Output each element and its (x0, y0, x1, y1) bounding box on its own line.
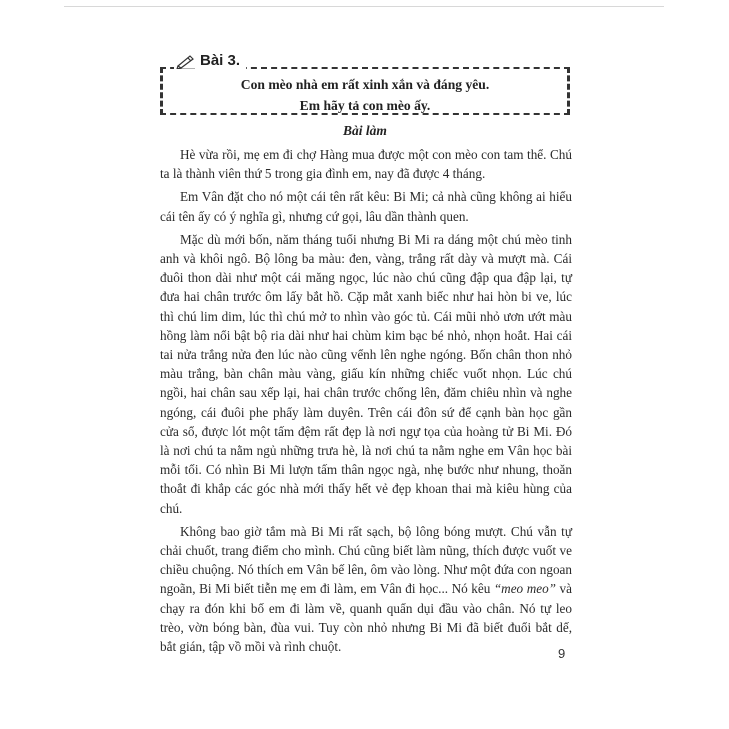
essay-text: và chạy ra đón khi bố em đi làm về, quanh quẩn dụi đầu vào chân. Nó tự leo trèo, vờn bóng bàn, đùa vui. Tuy còn nhỏ nhưng Bi Mi đã biết đuổi bắt dế, bắt gián, tập vồ mồi và rình chuột. (160, 581, 572, 655)
page-number: 9 (558, 646, 566, 661)
exercise-heading (174, 52, 246, 69)
essay-paragraph: Em Vân đặt cho nó một cái tên rất kêu: Bi Mi; cả nhà cũng không ai hiểu cái tên ấy có ý nghĩa gì, nhưng cứ gọi, lâu dần thành quen. (160, 189, 572, 224)
essay-paragraph: Mặc dù mới bốn, năm tháng tuổi nhưng Bi Mi ra dáng một chú mèo tinh anh và khôi ngô. Bộ lông ba màu: đen, vàng, trắng rất dày và mượt mà. Cái đuôi thon dài như một cái măng ngọc, lúc nào chú cũng đập qua đập lại, tự đưa hai chân trước ôm lấy bắt hồ. Cặp mắt xanh biếc như hai hòn bi ve, lúc thì chú lim dim, lúc thì chú mở to nhìn vào góc tủ. Cái mũi nhỏ ươn ướt màu hồng làm nổi bật bộ ria dài như hai chùm kim bạc bé nhỏ, nhọn hoắt. Hai cái tai nửa trắng nửa đen lúc nào cũng vểnh lên nghe ngóng. Bốn chân thon nhỏ màu trắng, bàn chân màu vàng, giấu kín những chiếc vuốt nhọn. Lúc chú ngồi, hai chân sau xếp lại, hai chân trước chống lên, đăm chiêu nhìn và nghe ngóng, cái đuôi phe phẩy làm duyên. Trên cái đôn sứ để cạnh bàn học gần cửa sổ, được lót một tấm đệm rất đẹp là nơi ngự tọa của hoàng tử Bi Mi. Đó là nơi chú ta nằm ngủ những trưa hè, là nơi chú ta nằm nghe em Vân học bài mỗi tối. Có nhìn Bi Mi lượn tấm thân ngọc ngà, nhẹ bước như nhung, thoăn thoắt đi khắp các góc nhà mới thấy hết vẻ đẹp khoan thai mà kiêu hùng của chú. (160, 231, 572, 516)
essay-body (160, 145, 572, 660)
essay-paragraph (160, 522, 572, 656)
essay-text: Không bao giờ tắm mà Bi Mi rất sạch, bộ lông bóng mượt. Chú vẫn tự chải chuốt, trang điểm cho mình. Chú cũng biết làm nũng, thích được vuốt ve chiều chuộng. Nó thích em Vân bế lên, ôm vào lòng. Như một đứa con ngoan ngoãn, Bi Mi biết tiễn mẹ em đi làm, em Vân đi học... Nó kêu (160, 523, 572, 597)
pencil-icon (176, 53, 196, 69)
exercise-prompt-line-1: Con mèo nhà em rất xinh xắn và đáng yêu. (240, 77, 490, 92)
exercise-prompt (160, 74, 570, 116)
exercise-prompt-line-2: Em hãy tả con mèo ấy. (299, 98, 431, 113)
essay-quote: “meo meo” (493, 581, 556, 597)
book-page (160, 50, 572, 670)
answer-title: Bài làm (343, 123, 387, 138)
essay-paragraph: Hè vừa rồi, mẹ em đi chợ Hàng mua được một con mèo con tam thể. Chú ta là thành viên thứ 5 trong gia đình em, nay đã được 4 tháng. (160, 147, 572, 182)
top-rule (64, 0, 664, 7)
exercise-label: Bài 3. (200, 52, 241, 69)
